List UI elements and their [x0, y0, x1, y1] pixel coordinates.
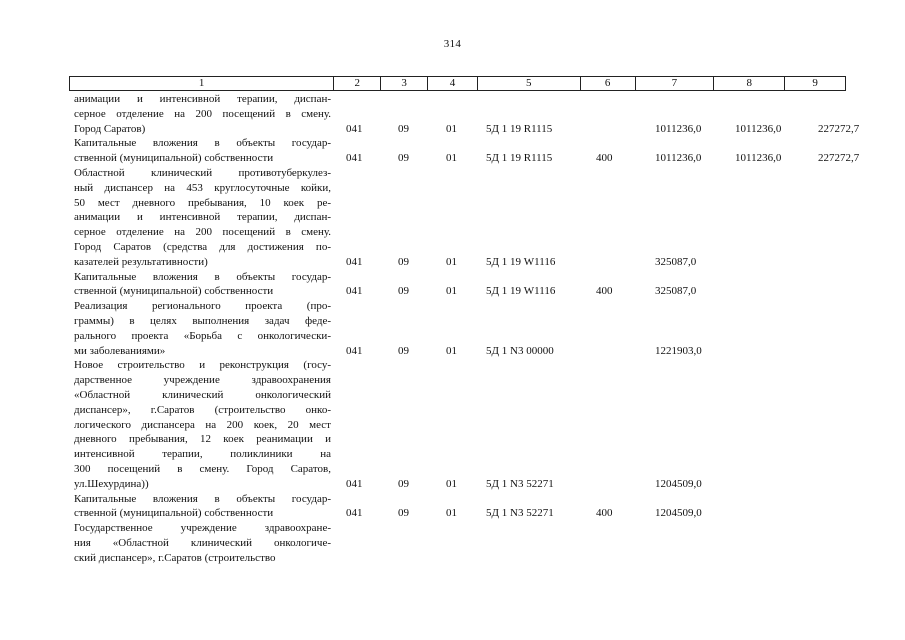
description-line: дневного пребывания, 12 коек реанимации и	[74, 433, 331, 446]
cell-section: 09	[398, 507, 409, 520]
table-header	[69, 76, 846, 91]
description-line: ул.Шехурдина))	[74, 477, 149, 490]
row-description	[74, 358, 331, 491]
description-line: ственной (муниципальной) собственности	[74, 285, 274, 298]
header-col-3: 3	[380, 77, 427, 90]
cell-sum-year-3: 227272,7	[818, 122, 860, 135]
cell-sum-year-1: 1011236,0	[655, 122, 702, 135]
header-col-7: 7	[635, 77, 714, 90]
cell-section: 09	[398, 285, 409, 298]
cell-sum-year-1: 1204509,0	[655, 507, 702, 520]
table-row	[0, 270, 905, 300]
description-line: Капитальные вложения в объекты государ-	[74, 137, 331, 150]
description-line: Реализация регионального проекта (про-	[74, 300, 331, 313]
table-row	[0, 92, 905, 136]
description-line: ственной (муниципальной) собственности	[74, 152, 274, 165]
description-line: 50 мест дневного пребывания, 10 коек ре-	[74, 196, 331, 209]
description-line: казателей результативности)	[74, 255, 208, 268]
cell-ved-code: 041	[346, 255, 363, 268]
cell-subsection: 01	[446, 285, 457, 298]
cell-ved-code: 041	[346, 507, 363, 520]
cell-section: 09	[398, 255, 409, 268]
description-line: ния «Областной клинический онкологиче-	[74, 536, 331, 549]
header-col-5: 5	[477, 77, 580, 90]
cell-sum-year-1: 1221903,0	[655, 344, 702, 357]
cell-section: 09	[398, 477, 409, 490]
description-line: дарственное учреждение здравоохранения	[74, 374, 331, 387]
cell-ved-code: 041	[346, 285, 363, 298]
cell-target-article: 5Д 1 19 W1116	[486, 285, 556, 298]
cell-target-article: 5Д 1 N3 52271	[486, 507, 554, 520]
description-line: Новое строительство и реконструкция (госу-	[74, 359, 331, 372]
cell-target-article: 5Д 1 N3 00000	[486, 344, 554, 357]
table-row	[0, 136, 905, 166]
cell-ved-code: 041	[346, 122, 363, 135]
cell-section: 09	[398, 344, 409, 357]
description-line: ный диспансер на 453 круглосуточные койки,	[74, 181, 331, 194]
cell-expense-type: 400	[596, 152, 613, 165]
description-line: Город Саратов)	[74, 122, 146, 135]
header-col-2: 2	[333, 77, 380, 90]
cell-section: 09	[398, 122, 409, 135]
description-line: серное отделение на 200 посещений в смену.	[74, 107, 331, 120]
description-line: анимации и интенсивной терапии, диспан-	[74, 211, 331, 224]
page-number: 314	[443, 38, 462, 50]
description-line: ственной (муниципальной) собственности	[74, 507, 274, 520]
cell-subsection: 01	[446, 152, 457, 165]
cell-sum-year-3: 227272,7	[818, 152, 860, 165]
table-row	[0, 166, 905, 270]
description-line: 300 посещений в смену. Город Саратов,	[74, 462, 331, 475]
description-line: рального проекта «Борьба с онкологически-	[74, 329, 331, 342]
table-row	[0, 299, 905, 358]
table-row	[0, 521, 905, 565]
row-description	[74, 166, 331, 270]
cell-expense-type: 400	[596, 507, 613, 520]
description-line: Государственное учреждение здравоохране-	[74, 522, 331, 535]
cell-ved-code: 041	[346, 477, 363, 490]
header-col-8: 8	[713, 77, 784, 90]
row-description	[74, 270, 331, 300]
description-line: «Областной клинический онкологический	[74, 388, 331, 401]
description-line: Областной клинический противотуберкулез-	[74, 166, 331, 179]
header-col-6: 6	[580, 77, 635, 90]
row-description	[74, 299, 331, 358]
description-line: диспансер», г.Саратов (строительство онко-	[74, 403, 331, 416]
description-line: ми заболеваниями»	[74, 344, 166, 357]
cell-subsection: 01	[446, 255, 457, 268]
cell-target-article: 5Д 1 N3 52271	[486, 477, 554, 490]
row-description	[74, 136, 331, 166]
cell-sum-year-2: 1011236,0	[735, 152, 782, 165]
cell-subsection: 01	[446, 344, 457, 357]
header-col-1: 1	[198, 77, 205, 89]
description-line: анимации и интенсивной терапии, диспан-	[74, 93, 331, 105]
description-line: серное отделение на 200 посещений в смену.	[74, 226, 331, 239]
cell-subsection: 01	[446, 122, 457, 135]
cell-sum-year-1: 325087,0	[655, 285, 697, 298]
table-row	[0, 358, 905, 491]
cell-target-article: 5Д 1 19 R1115	[486, 152, 553, 165]
row-description	[74, 492, 331, 522]
row-description	[74, 521, 331, 565]
cell-target-article: 5Д 1 19 R1115	[486, 122, 553, 135]
header-col-9: 9	[784, 77, 845, 90]
description-line: Город Саратов (средства для достижения по-	[74, 240, 331, 253]
cell-sum-year-1: 325087,0	[655, 255, 697, 268]
cell-subsection: 01	[446, 477, 457, 490]
cell-sum-year-2: 1011236,0	[735, 122, 782, 135]
description-line: логического диспансера на 200 коек, 20 мест	[74, 418, 331, 431]
description-line: Капитальные вложения в объекты государ-	[74, 270, 331, 283]
description-line: ский диспансер», г.Саратов (строительство	[74, 551, 276, 564]
cell-sum-year-1: 1204509,0	[655, 477, 702, 490]
cell-sum-year-1: 1011236,0	[655, 152, 702, 165]
cell-target-article: 5Д 1 19 W1116	[486, 255, 556, 268]
cell-ved-code: 041	[346, 344, 363, 357]
table-row	[0, 492, 905, 522]
table-body	[0, 92, 905, 566]
cell-ved-code: 041	[346, 152, 363, 165]
header-col-4: 4	[427, 77, 477, 90]
cell-section: 09	[398, 152, 409, 165]
cell-subsection: 01	[446, 507, 457, 520]
cell-expense-type: 400	[596, 285, 613, 298]
row-description	[74, 92, 331, 136]
description-line: интенсивной терапии, поликлиники на	[74, 448, 331, 461]
description-line: Капитальные вложения в объекты государ-	[74, 492, 331, 505]
description-line: граммы) в целях выполнения задач феде-	[74, 314, 331, 327]
